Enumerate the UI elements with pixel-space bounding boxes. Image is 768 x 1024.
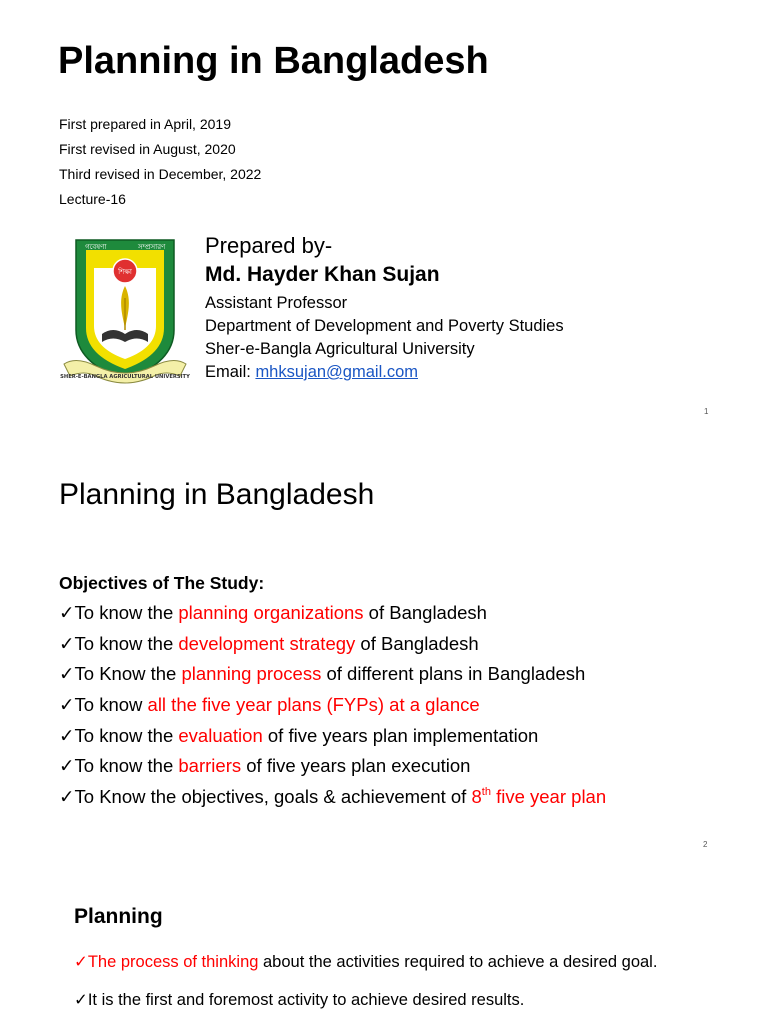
meta-first-prepared: First prepared in April, 2019 (59, 116, 231, 132)
objective-text: To Know the (74, 663, 182, 684)
author-name: Md. Hayder Khan Sujan (205, 263, 440, 286)
objective-text: To know (74, 694, 148, 715)
check-icon: ✓ (59, 633, 75, 654)
check-icon: ✓ (59, 755, 75, 776)
objectives-heading: Objectives of The Study: (59, 573, 265, 593)
author-position: Assistant Professor (205, 294, 348, 312)
objective-item (59, 786, 606, 808)
objective-highlight: evaluation (178, 725, 263, 746)
objective-text: of five years plan execution (241, 755, 471, 776)
objective-item (59, 725, 538, 747)
objective-text: To know the (74, 602, 179, 623)
logo-top-left-text: গবেষণা (85, 243, 107, 251)
objective-text: of different plans in Bangladesh (321, 663, 586, 684)
objective-highlight (471, 786, 606, 807)
meta-lecture: Lecture-16 (59, 191, 126, 207)
author-university: Sher-e-Bangla Agricultural University (205, 340, 475, 358)
objective-highlight: development strategy (178, 633, 356, 654)
objective-item (59, 755, 470, 777)
check-icon: ✓ (59, 786, 75, 807)
plan-ordinal: th (481, 786, 491, 798)
objective-text: To know the (74, 755, 179, 776)
plan-name: five year plan (490, 786, 607, 807)
author-email (205, 363, 418, 382)
meta-third-revised: Third revised in December, 2022 (59, 166, 262, 182)
check-icon: ✓ (59, 725, 75, 746)
meta-first-revised: First revised in August, 2020 (59, 141, 236, 157)
page-number-1: 1 (704, 407, 709, 416)
check-icon: ✓ (74, 953, 88, 971)
page-number-2: 2 (703, 840, 708, 849)
planning-point (74, 990, 524, 1010)
point-text: about the activities required to achieve a desired goal. (258, 953, 658, 971)
check-icon: ✓ (59, 663, 75, 684)
objective-text: To know the (74, 633, 179, 654)
objective-text: of Bangladesh (363, 602, 487, 623)
university-logo (56, 238, 194, 388)
objective-item (59, 663, 585, 685)
check-icon: ✓ (59, 694, 75, 715)
objective-item (59, 633, 479, 655)
objective-text: of five years plan implementation (262, 725, 539, 746)
check-icon: ✓ (59, 602, 75, 623)
objective-highlight: all the five year plans (FYPs) at a glance (147, 694, 480, 715)
objective-item (59, 694, 480, 716)
logo-top-right-text: সম্প্রসারণ (138, 243, 166, 251)
objective-text: of Bangladesh (355, 633, 479, 654)
objective-highlight: planning organizations (178, 602, 364, 623)
point-text: It is the first and foremost activity to achieve desired results. (87, 991, 525, 1009)
check-icon: ✓ (74, 991, 88, 1009)
email-link[interactable]: mhksujan@gmail.com (255, 363, 418, 381)
plan-number: 8 (471, 786, 482, 807)
slide1-title: Planning in Bangladesh (58, 40, 489, 82)
objective-item (59, 602, 487, 624)
author-department: Department of Development and Poverty Studies (205, 317, 564, 335)
slide2-title: Planning in Bangladesh (59, 478, 375, 511)
objective-highlight: barriers (178, 755, 242, 776)
logo-ribbon-text: SHER-E-BANGLA AGRICULTURAL UNIVERSITY (60, 374, 190, 380)
objective-highlight: planning process (181, 663, 322, 684)
logo-center-text: শিক্ষা (118, 268, 132, 276)
point-highlight: The process of thinking (87, 953, 259, 971)
email-label: Email: (205, 363, 256, 381)
objective-text: To Know the objectives, goals & achievement of (74, 786, 472, 807)
slide3-title: Planning (74, 905, 163, 928)
planning-point (74, 952, 657, 972)
prepared-by: Prepared by- (205, 233, 333, 258)
objective-text: To know the (74, 725, 179, 746)
